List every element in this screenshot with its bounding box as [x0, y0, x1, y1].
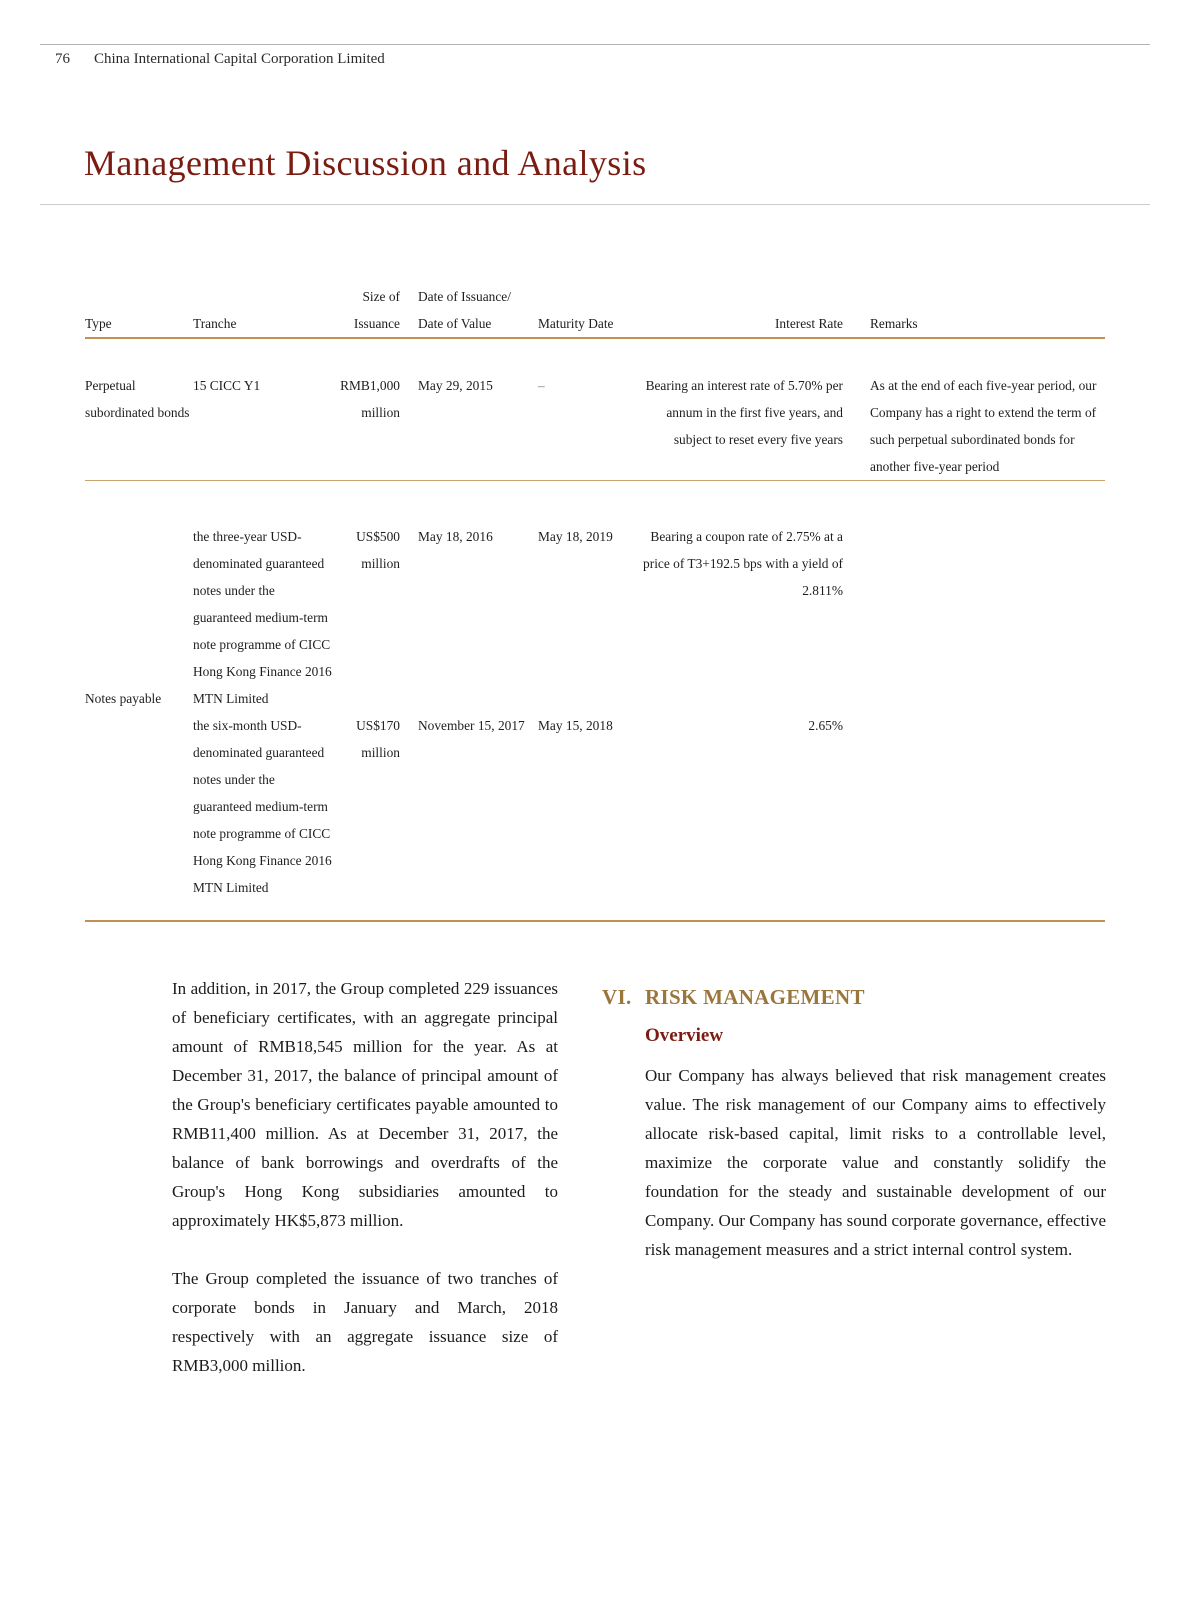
section-heading [602, 984, 1106, 1010]
right-column [602, 984, 1106, 1264]
cell-interest: Bearing a coupon rate of 2.75% at a price of T3+192.5 bps with a yield of 2.811% [643, 529, 843, 598]
column-header-remarks: Remarks [870, 316, 918, 331]
title-rule [40, 204, 1150, 205]
column-header-date: Date of Issuance/ Date of Value [418, 289, 511, 331]
page-number: 76 [55, 51, 70, 67]
notes-payable-subrow-2 [85, 712, 1105, 901]
cell-tranche: the six-month USD-denominated guaranteed notes under the guaranteed medium-term note programme of CICC Hong Kong Finance 2016 MTN Limited [193, 718, 332, 895]
paragraph-corporate-bonds: The Group completed the issuance of two tranches of corporate bonds in January and March, 2018 respectively with an aggregate issuance size of RMB3,000 million. [172, 1269, 558, 1375]
table-row-perpetual-bonds [85, 339, 1105, 480]
column-header-maturity: Maturity Date [538, 316, 614, 331]
paragraph-beneficiary-certificates: In addition, in 2017, the Group completed 229 issuances of beneficiary certificates, with an aggregate principal amount of RMB18,545 million for the year. As at December 31, 2017, the balance of principal amount of the Group's beneficiary certificates payable amounted to RMB11,400 million. As at December 31, 2017, the balance of bank borrowings and overdrafts of the Group's Hong Kong subsidiaries amounted to approximately HK$5,873 million. [172, 979, 558, 1230]
cell-date: May 18, 2016 [418, 529, 493, 544]
table-header-row [85, 280, 1105, 337]
cell-type: Notes payable [85, 691, 162, 706]
cell-type: Perpetual subordinated bonds [85, 378, 190, 420]
column-header-tranche: Tranche [193, 316, 237, 331]
cell-tranche: 15 CICC Y1 [193, 378, 261, 393]
cell-date: November 15, 2017 [418, 718, 525, 733]
page-title: Management Discussion and Analysis [84, 143, 647, 183]
cell-date: May 29, 2015 [418, 378, 493, 393]
cell-size: US$170 million [356, 718, 400, 760]
company-name: China International Capital Corporation Limited [94, 51, 385, 67]
cell-maturity: May 15, 2018 [538, 718, 613, 733]
cell-tranche: the three-year USD-denominated guaranteed notes under the guaranteed medium-term note programme of CICC Hong Kong Finance 2016 MTN Limited [193, 529, 332, 706]
cell-size: US$500 million [356, 529, 400, 571]
cell-remarks [843, 523, 1105, 712]
header-rule [40, 44, 1150, 45]
cell-remarks: As at the end of each five-year period, our Company has a right to extend the term of such perpetual subordinated bonds for another five-year period [870, 378, 1097, 474]
cell-remarks [843, 712, 1105, 901]
cell-size: RMB1,000 million [340, 378, 400, 420]
cell-interest: Bearing an interest rate of 5.70% per annum in the first five years, and subject to reset every five years [645, 378, 843, 447]
section-title: RISK MANAGEMENT [645, 985, 865, 1009]
column-header-type: Type [85, 316, 112, 331]
cell-maturity: May 18, 2019 [538, 529, 613, 544]
section-number: VI. [602, 985, 632, 1009]
cell-type [85, 712, 193, 901]
table-row-notes-payable [85, 481, 1105, 920]
running-header [55, 51, 385, 68]
column-header-size: Size of Issuance [353, 289, 400, 331]
bonds-table [85, 280, 1105, 922]
subsection-title: Overview [645, 1025, 724, 1046]
cell-interest: 2.65% [808, 718, 843, 733]
left-column [172, 974, 558, 1409]
column-header-interest: Interest Rate [774, 316, 843, 331]
paragraph-risk-overview: Our Company has always believed that risk management creates value. The risk management of our Company aims to effectively allocate risk-based capital, limit risks to a controllable level, maximize the corporate value and constantly solidify the foundation for the steady and sustainable development of our Company. Our Company has sound corporate governance, effective risk management measures and a strict internal control system. [645, 1066, 1106, 1259]
cell-maturity: – [538, 378, 545, 393]
table-rule-bottom [85, 920, 1105, 922]
notes-payable-subrow-1 [85, 523, 1105, 712]
